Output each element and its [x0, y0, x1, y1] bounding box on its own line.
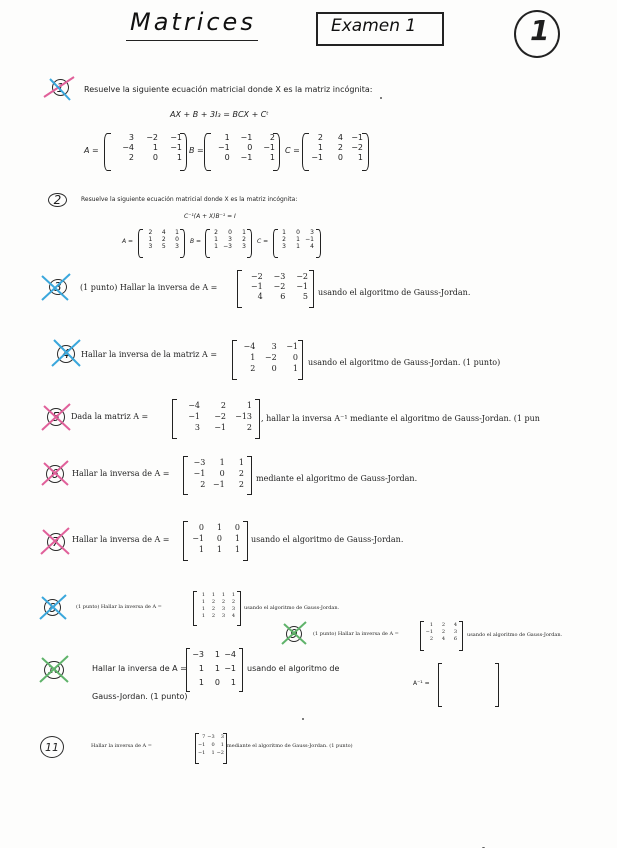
- matrix-cell: 0: [296, 229, 300, 236]
- matrix-c: [272, 229, 314, 250]
- matrix-cell: 1: [198, 664, 204, 673]
- scan-speck: [380, 97, 382, 99]
- matrix-cell: −3: [207, 734, 215, 740]
- scan-speck: [302, 718, 304, 720]
- matrix-cell: 4: [453, 622, 457, 628]
- matrix-cell: 7: [202, 734, 206, 740]
- matrix-cell: 1: [211, 592, 215, 598]
- exercise-number: 8: [48, 600, 57, 615]
- matrix-cell: −1: [197, 742, 206, 748]
- answer-left-bracket: [438, 663, 442, 707]
- matrix-cell: −2: [273, 282, 286, 291]
- exercise-statement-end-2: Gauss-Jordan. (1 punto): [92, 692, 188, 701]
- matrix-cell: 3: [128, 133, 134, 142]
- matrix-cell: 2: [429, 636, 433, 642]
- exercise-number: 2: [53, 193, 62, 207]
- matrix-cell: 1: [231, 592, 235, 598]
- matrix-cell: 1: [246, 401, 252, 410]
- exercise-statement-end: usando el algoritmo de: [247, 664, 340, 673]
- matrix-cell: 1: [296, 236, 300, 243]
- matrix-cell: 0: [211, 742, 215, 748]
- right-paren: [180, 133, 187, 171]
- matrix-cell: 1: [198, 678, 204, 687]
- matrix-cell: 3: [220, 734, 224, 740]
- matrix-cell: 2: [161, 236, 166, 243]
- matrix-cell: 0: [292, 353, 298, 362]
- exercise-statement: Dada la matriz A =: [71, 412, 149, 421]
- matrix-cell: 4: [310, 243, 314, 250]
- exercise-number: 1: [56, 80, 65, 95]
- exercise-number-circle: [40, 736, 64, 758]
- matrix-cell: 6: [453, 636, 457, 642]
- matrix-cell: 0: [337, 153, 343, 162]
- matrix-label: A =: [84, 146, 99, 155]
- right-bracket: [243, 521, 248, 561]
- matrix-cell: 2: [148, 229, 153, 236]
- matrix-cell: 5: [302, 292, 308, 301]
- matrix-cell: −1: [214, 423, 226, 432]
- exercise-statement: (1 punto) Hallar la inversa de A =: [313, 631, 399, 637]
- matrix-cell: −3: [192, 650, 204, 659]
- matrix-cell: 1: [224, 133, 230, 142]
- exercise-number: 4: [62, 347, 70, 361]
- matrix-cell: 1: [214, 664, 220, 673]
- matrix-cell: 0: [198, 523, 204, 532]
- matrix-cell: 3: [242, 243, 246, 250]
- exercise-statement-end: usando el algoritmo de Gauss-Jordan.: [318, 288, 471, 297]
- matrix-cell: 6: [280, 292, 286, 301]
- matrix-a: [186, 523, 240, 554]
- exercise-number: 9: [290, 627, 298, 641]
- pink-cross-mark: [37, 524, 73, 558]
- exercise-statement: Hallar la inversa de A =: [72, 535, 170, 544]
- exercise-statement: Hallar la inversa de A =: [91, 743, 152, 749]
- exercise-statement: (1 punto) Hallar la inversa de A =: [80, 283, 218, 292]
- matrix-cell: 3: [194, 423, 200, 432]
- matrix-cell: 1: [296, 243, 300, 250]
- matrix-cell: −3: [273, 272, 286, 281]
- matrix-cell: 3: [175, 243, 179, 250]
- matrix-cell: 2: [221, 599, 225, 605]
- matrix-b: [204, 229, 246, 250]
- blue-cross-mark: [36, 591, 70, 623]
- matrix-cell: 1: [216, 545, 222, 554]
- matrix-cell: 1: [198, 545, 204, 554]
- right-bracket: [255, 399, 260, 439]
- matrix-cell: −4: [243, 342, 256, 351]
- right-paren: [273, 133, 280, 171]
- matrix-label: A =: [122, 238, 134, 245]
- matrix-cell: 1: [216, 523, 222, 532]
- matrix-a: [195, 592, 235, 619]
- right-paren: [247, 229, 252, 258]
- matrix-cell: −13: [235, 412, 252, 421]
- exercise-number: 6: [51, 467, 59, 481]
- right-bracket: [309, 270, 314, 308]
- matrix-cell: −2: [351, 143, 363, 152]
- matrix-cell: 4: [441, 636, 445, 642]
- exercise-statement-end: , hallar la inversa A⁻¹ mediante el algoritmo de Gauss-Jordan. (1 pun: [261, 414, 540, 423]
- matrix-cell: 1: [317, 143, 323, 152]
- right-bracket: [237, 591, 241, 626]
- page-title: Matrices: [130, 8, 256, 36]
- exercise-statement-end: usando el algoritmo de Gauss-Jordan.: [467, 632, 563, 638]
- matrix-cell: 2: [200, 480, 206, 489]
- matrix-cell: 0: [271, 364, 277, 373]
- matrix-cell: 0: [175, 236, 179, 243]
- matrix-cell: 1: [201, 599, 205, 605]
- matrix-a: [196, 734, 224, 756]
- exercise-number: 11: [45, 740, 59, 754]
- matrix-cell: 2: [337, 143, 343, 152]
- right-paren: [180, 229, 185, 258]
- matrix-cell: 3: [282, 243, 286, 250]
- exercise-number: 7: [52, 535, 60, 549]
- matrix-cell: 3: [310, 229, 314, 236]
- matrix-cell: −1: [250, 282, 263, 291]
- matrix-cell: 3: [231, 606, 235, 612]
- matrix-cell: 1: [357, 153, 363, 162]
- matrix-cell: 1: [175, 229, 179, 236]
- matrix-cell: −2: [250, 272, 263, 281]
- matrix-cell: 1: [230, 678, 236, 687]
- exercise-statement-end: mediante el algoritmo de Gauss-Jordan.: [256, 474, 418, 483]
- matrix-cell: −1: [197, 750, 206, 756]
- matrix-cell: 1: [214, 243, 218, 250]
- matrix-cell: −4: [188, 401, 200, 410]
- matrix-cell: 1: [250, 353, 256, 362]
- matrix-cell: 0: [234, 523, 240, 532]
- matrix-cell: −1: [224, 664, 236, 673]
- right-bracket: [247, 456, 252, 495]
- matrix-cell: 1: [269, 153, 275, 162]
- matrix-b: [207, 133, 275, 162]
- matrix-cell: −2: [146, 133, 158, 142]
- exercise-statement-end: usando el algoritmo de Gauss-Jordan.: [244, 605, 340, 611]
- matrix-label: B =: [189, 146, 204, 155]
- matrix-cell: −1: [193, 469, 206, 478]
- exercise-number: 3: [54, 280, 62, 294]
- matrix-cell: −2: [264, 353, 277, 362]
- matrix-cell: 1: [234, 545, 240, 554]
- exam-label: Examen 1: [331, 16, 417, 36]
- matrix-cell: 0: [216, 534, 222, 543]
- answer-label: A⁻¹ =: [413, 680, 430, 687]
- matrix-cell: 1: [242, 229, 246, 236]
- title-underline: [126, 40, 258, 41]
- matrix-cell: 2: [238, 469, 244, 478]
- matrix-cell: 1: [219, 458, 225, 467]
- matrix-cell: 2: [441, 629, 445, 635]
- matrix-cell: 2: [128, 153, 134, 162]
- matrix-cell: 1: [152, 143, 158, 152]
- matrix-cell: 2: [211, 606, 215, 612]
- pink-cross-mark: [38, 457, 72, 489]
- answer-right-bracket: [495, 663, 499, 707]
- exercise-statement-end: usando el algoritmo de Gauss-Jordan.: [251, 535, 404, 544]
- exercise-statement: Hallar la inversa de A =: [92, 664, 187, 673]
- matrix-cell: −1: [217, 143, 230, 152]
- matrix-cell: 0: [152, 153, 158, 162]
- matrix-cell: 1: [282, 229, 286, 236]
- equation: AX + B + 3I₃ = BCX + Cᵗ: [170, 110, 269, 119]
- matrix-cell: 1: [211, 750, 215, 756]
- matrix-cell: 2: [238, 480, 244, 489]
- matrix-cell: −1: [305, 236, 314, 243]
- matrix-cell: 4: [231, 613, 235, 619]
- matrix-cell: −1: [296, 282, 308, 291]
- matrix-cell: 2: [250, 364, 256, 373]
- matrix-cell: 2: [220, 401, 226, 410]
- matrix-cell: −3: [193, 458, 206, 467]
- matrix-cell: −2: [214, 412, 226, 421]
- matrix-cell: −3: [223, 243, 232, 250]
- exercise-statement: (1 punto) Hallar la inversa de A =: [76, 604, 162, 610]
- matrix-cell: 4: [257, 292, 263, 301]
- matrix-cell: 1: [148, 236, 153, 243]
- exercise-statement: Hallar la inversa de la matriz A =: [81, 350, 218, 359]
- matrix-cell: 1: [292, 364, 298, 373]
- exercise-number-circle: [48, 193, 67, 207]
- matrix-cell: −1: [425, 629, 433, 635]
- matrix-cell: −1: [188, 412, 200, 421]
- matrix-cell: −1: [170, 143, 182, 152]
- matrix-cell: 2: [246, 423, 252, 432]
- matrix-cell: 1: [214, 650, 220, 659]
- exercise-number: 5: [52, 410, 60, 424]
- right-bracket: [459, 621, 463, 651]
- matrix-cell: 2: [282, 236, 286, 243]
- matrix-cell: 2: [211, 613, 215, 619]
- exercise-number: 10: [47, 664, 61, 676]
- matrix-cell: 0: [214, 678, 220, 687]
- matrix-a: [240, 272, 308, 301]
- matrix-label: C =: [285, 146, 300, 155]
- matrix-cell: 1: [176, 153, 182, 162]
- right-bracket: [239, 648, 243, 692]
- matrix-cell: −1: [351, 133, 363, 142]
- matrix-cell: 0: [219, 469, 225, 478]
- matrix-cell: 1: [429, 622, 433, 628]
- right-paren: [362, 133, 369, 171]
- matrix-cell: 2: [317, 133, 323, 142]
- matrix-cell: 1: [234, 534, 240, 543]
- matrix-cell: −1: [170, 133, 182, 142]
- green-cross-mark: [36, 652, 72, 686]
- matrix-a: [186, 458, 244, 489]
- matrix-a: [188, 650, 236, 687]
- green-cross-mark: [278, 618, 310, 648]
- matrix-cell: 3: [228, 236, 232, 243]
- matrix-cell: 1: [201, 592, 205, 598]
- matrix-cell: 4: [161, 229, 166, 236]
- matrix-cell: 4: [337, 133, 343, 142]
- matrix-cell: 2: [269, 133, 275, 142]
- matrix-cell: 5: [161, 243, 166, 250]
- matrix-cell: −1: [240, 133, 253, 142]
- matrix-cell: −1: [311, 153, 323, 162]
- matrix-label: B =: [190, 238, 202, 245]
- matrix-cell: 0: [224, 153, 230, 162]
- matrix-cell: −1: [212, 480, 225, 489]
- exercise-statement: Resuelve la siguiente ecuación matricial donde X es la matriz incógnita:: [84, 85, 373, 94]
- pink-cross-mark: [40, 73, 78, 103]
- matrix-cell: −4: [122, 143, 134, 152]
- matrix-cell: 1: [238, 458, 244, 467]
- matrix-cell: 3: [148, 243, 153, 250]
- matrix-a: [110, 133, 182, 162]
- matrix-cell: 0: [228, 229, 232, 236]
- matrix-cell: 2: [211, 599, 215, 605]
- matrix-cell: 0: [247, 143, 253, 152]
- matrix-cell: 1: [201, 606, 205, 612]
- matrix-a: [421, 622, 457, 642]
- matrix-a: [139, 229, 179, 250]
- exercise-statement-end: mediante el algoritmo de Gauss-Jordan. (1 punto): [227, 743, 353, 749]
- matrix-cell: −1: [263, 143, 275, 152]
- sheet-number: 1: [530, 14, 550, 47]
- matrix-cell: 1: [220, 742, 224, 748]
- matrix-cell: −1: [286, 342, 298, 351]
- matrix-cell: 3: [221, 613, 225, 619]
- matrix-c: [303, 133, 363, 162]
- matrix-a: [174, 401, 252, 432]
- matrix-cell: 1: [214, 236, 218, 243]
- matrix-cell: 1: [201, 613, 205, 619]
- blue-cross-mark: [48, 336, 84, 370]
- matrix-label: C =: [257, 238, 269, 245]
- matrix-cell: 3: [271, 342, 277, 351]
- matrix-cell: 3: [221, 606, 225, 612]
- matrix-cell: 1: [221, 592, 225, 598]
- matrix-cell: −2: [296, 272, 308, 281]
- matrix-cell: −1: [192, 534, 204, 543]
- matrix-cell: 2: [214, 229, 218, 236]
- matrix-cell: −2: [216, 750, 224, 756]
- matrix-cell: 2: [242, 236, 246, 243]
- matrix-a: [234, 342, 298, 373]
- exercise-statement-end: usando el algoritmo de Gauss-Jordan. (1 punto): [308, 358, 501, 367]
- matrix-cell: −1: [240, 153, 253, 162]
- matrix-cell: 2: [441, 622, 445, 628]
- matrix-cell: 2: [231, 599, 235, 605]
- pink-cross-mark: [38, 400, 74, 434]
- exercise-statement: Resuelve la siguiente ecuación matricial donde X es la matriz incógnita:: [81, 196, 298, 203]
- right-bracket: [298, 340, 303, 380]
- matrix-cell: −4: [224, 650, 236, 659]
- right-paren: [316, 229, 321, 258]
- equation: C⁻¹(A + X)B⁻¹ = I: [184, 213, 236, 220]
- blue-cross-mark: [36, 270, 74, 304]
- matrix-cell: 3: [453, 629, 457, 635]
- exercise-statement: Hallar la inversa de A =: [72, 469, 170, 478]
